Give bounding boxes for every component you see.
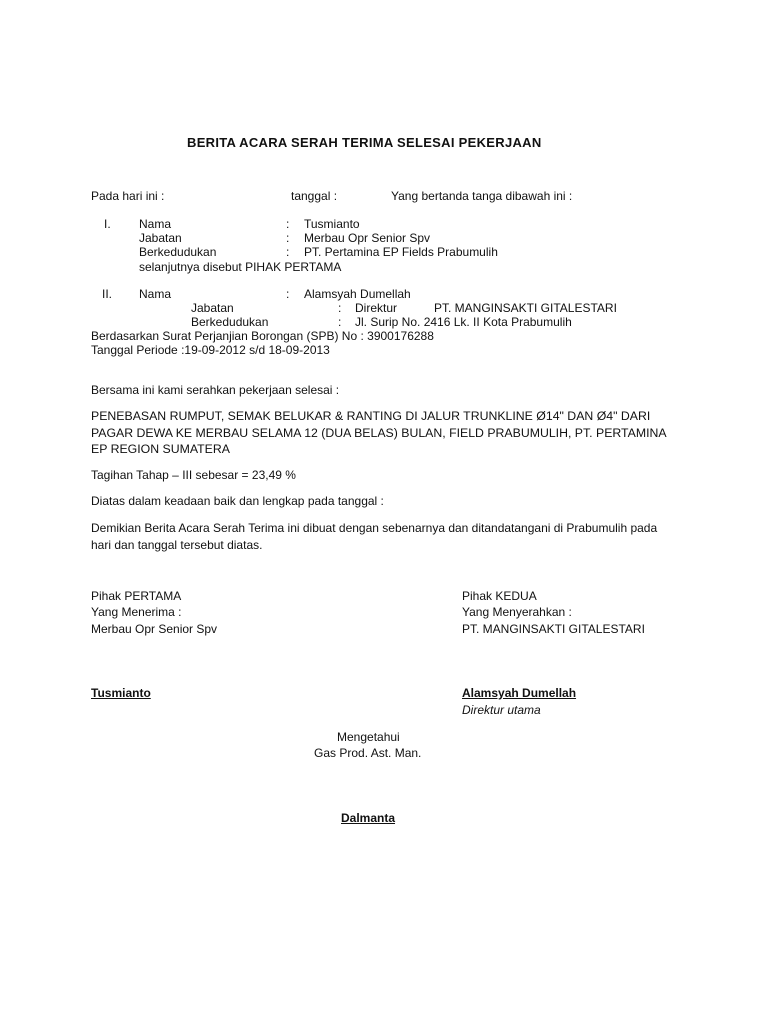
signature-right-role: Yang Menyerahkan : <box>462 605 572 619</box>
signature-right-title: Direktur utama <box>462 703 541 717</box>
party-one-nama-value: Tusmianto <box>304 217 360 231</box>
party-one-jabatan-value: Merbau Opr Senior Spv <box>304 231 431 245</box>
party-one-berkedudukan-colon: : <box>286 245 290 259</box>
party-one-nama-colon: : <box>286 217 290 231</box>
demikian-line: Demikian Berita Acara Serah Terima ini dibuat dengan sebenarnya dan ditandatangani di Prabumulih pada <box>91 521 658 535</box>
party-two-berkedudukan-value: Jl. Surip No. 2416 Lk. II Kota Prabumulih <box>355 315 572 329</box>
pekerjaan-line: EP REGION SUMATERA <box>91 442 230 456</box>
party-two-company: PT. MANGINSAKTI GITALESTARI <box>434 301 617 315</box>
pekerjaan-line: PENEBASAN RUMPUT, SEMAK BELUKAR & RANTING DI JALUR TRUNKLINE Ø14" DAN Ø4" DARI <box>91 409 651 423</box>
signature-right-pihak: Pihak KEDUA <box>462 589 537 603</box>
party-one-numeral: I. <box>104 217 111 231</box>
party-two-nama-colon: : <box>286 287 290 301</box>
document-title: BERITA ACARA SERAH TERIMA SELESAI PEKERJAAN <box>187 135 542 150</box>
signature-left-pihak: Pihak PERTAMA <box>91 589 182 603</box>
party-one-jabatan-label: Jabatan <box>139 231 182 245</box>
spb-reference: Berdasarkan Surat Perjanjian Borongan (SPB) No : 3900176288 <box>91 329 434 343</box>
party-two-jabatan-label: Jabatan <box>191 301 234 315</box>
party-one-berkedudukan-value: PT. Pertamina EP Fields Prabumulih <box>304 245 498 259</box>
signature-right-position: PT. MANGINSAKTI GITALESTARI <box>462 622 645 636</box>
party-two-jabatan-colon: : <box>338 301 342 315</box>
signature-left-name: Tusmianto <box>91 686 151 700</box>
tagihan-statement: Tagihan Tahap – III sebesar = 23,49 % <box>91 468 296 482</box>
party-two-nama-value: Alamsyah Dumellah <box>304 287 411 301</box>
party-one-jabatan-colon: : <box>286 231 290 245</box>
bersama-statement: Bersama ini kami serahkan pekerjaan selesai : <box>91 383 340 397</box>
intro-pada-hari: Pada hari ini : <box>91 189 165 203</box>
signature-center-mengetahui: Mengetahui <box>337 730 400 744</box>
signature-right-name: Alamsyah Dumellah <box>462 686 577 700</box>
party-one-berkedudukan-label: Berkedudukan <box>139 245 217 259</box>
signature-left-role: Yang Menerima : <box>91 605 182 619</box>
signature-left-position: Merbau Opr Senior Spv <box>91 622 218 636</box>
signature-center-position: Gas Prod. Ast. Man. <box>314 746 422 760</box>
party-two-nama-label: Nama <box>139 287 172 301</box>
pekerjaan-line: PAGAR DEWA KE MERBAU SELAMA 12 (DUA BELAS) BULAN, FIELD PRABUMULIH, PT. PERTAMINA <box>91 426 667 440</box>
party-two-berkedudukan-label: Berkedudukan <box>191 315 269 329</box>
intro-tanggal: tanggal : <box>291 189 338 203</box>
party-one-nama-label: Nama <box>139 217 172 231</box>
intro-yang-bertanda: Yang bertanda tanga dibawah ini : <box>391 189 573 203</box>
diatas-statement: Diatas dalam keadaan baik dan lengkap pada tanggal : <box>91 494 384 508</box>
demikian-line: hari dan tanggal tersebut diatas. <box>91 538 263 552</box>
party-one-selanjutnya: selanjutnya disebut PIHAK PERTAMA <box>139 260 342 274</box>
party-two-jabatan-value: Direktur <box>355 301 398 315</box>
tanggal-periode: Tanggal Periode :19-09-2012 s/d 18-09-2013 <box>91 343 330 357</box>
signature-center-name: Dalmanta <box>341 811 396 825</box>
party-two-numeral: II. <box>102 287 113 301</box>
party-two-berkedudukan-colon: : <box>338 315 342 329</box>
